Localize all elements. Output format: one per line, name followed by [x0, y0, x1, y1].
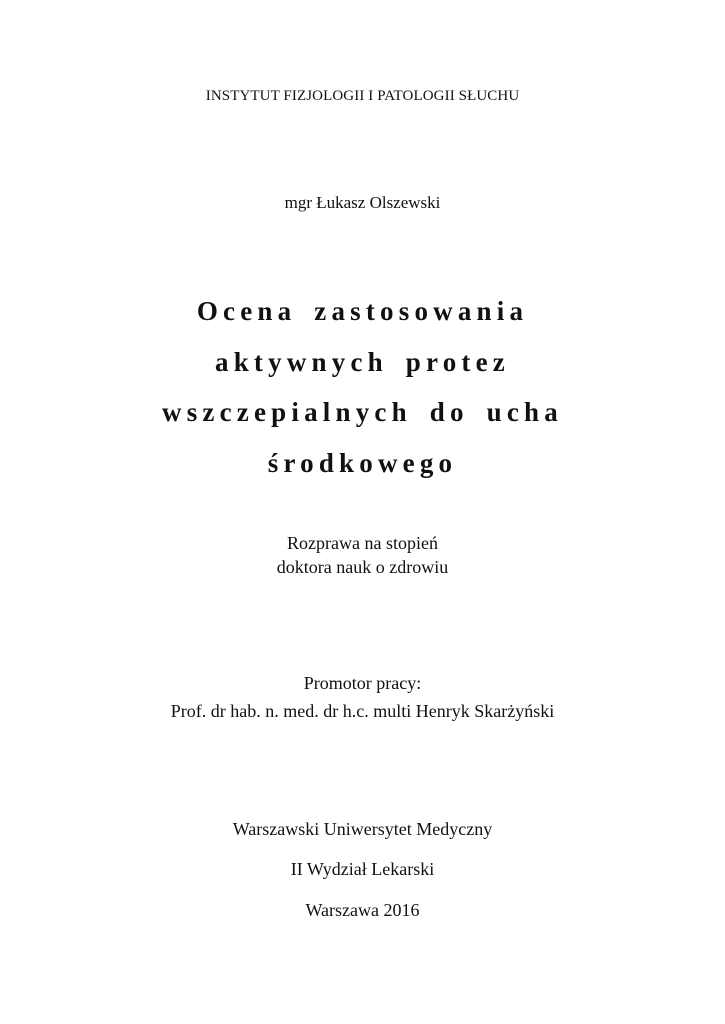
institute-name: INSTYTUT FIZJOLOGII I PATOLOGII SŁUCHU: [205, 88, 520, 104]
title-line: wszczepialnych do ucha: [162, 397, 563, 427]
supervisor-name: Prof. dr hab. n. med. dr h.c. multi Henryk Skarżyński: [170, 701, 555, 721]
supervisor-label: Promotor pracy:: [303, 673, 422, 693]
title-line: aktywnych protez: [215, 347, 510, 377]
place-and-year: Warszawa 2016: [305, 900, 420, 920]
subtitle-line: doktora nauk o zdrowiu: [276, 557, 449, 577]
title-line: Ocena zastosowania: [196, 296, 529, 326]
university-name: Warszawski Uniwersytet Medyczny: [232, 819, 493, 839]
title-line: środkowego: [267, 448, 458, 478]
faculty-name: II Wydział Lekarski: [290, 859, 435, 879]
author-name: mgr Łukasz Olszewski: [284, 193, 441, 212]
subtitle-line: Rozprawa na stopień: [287, 533, 438, 553]
